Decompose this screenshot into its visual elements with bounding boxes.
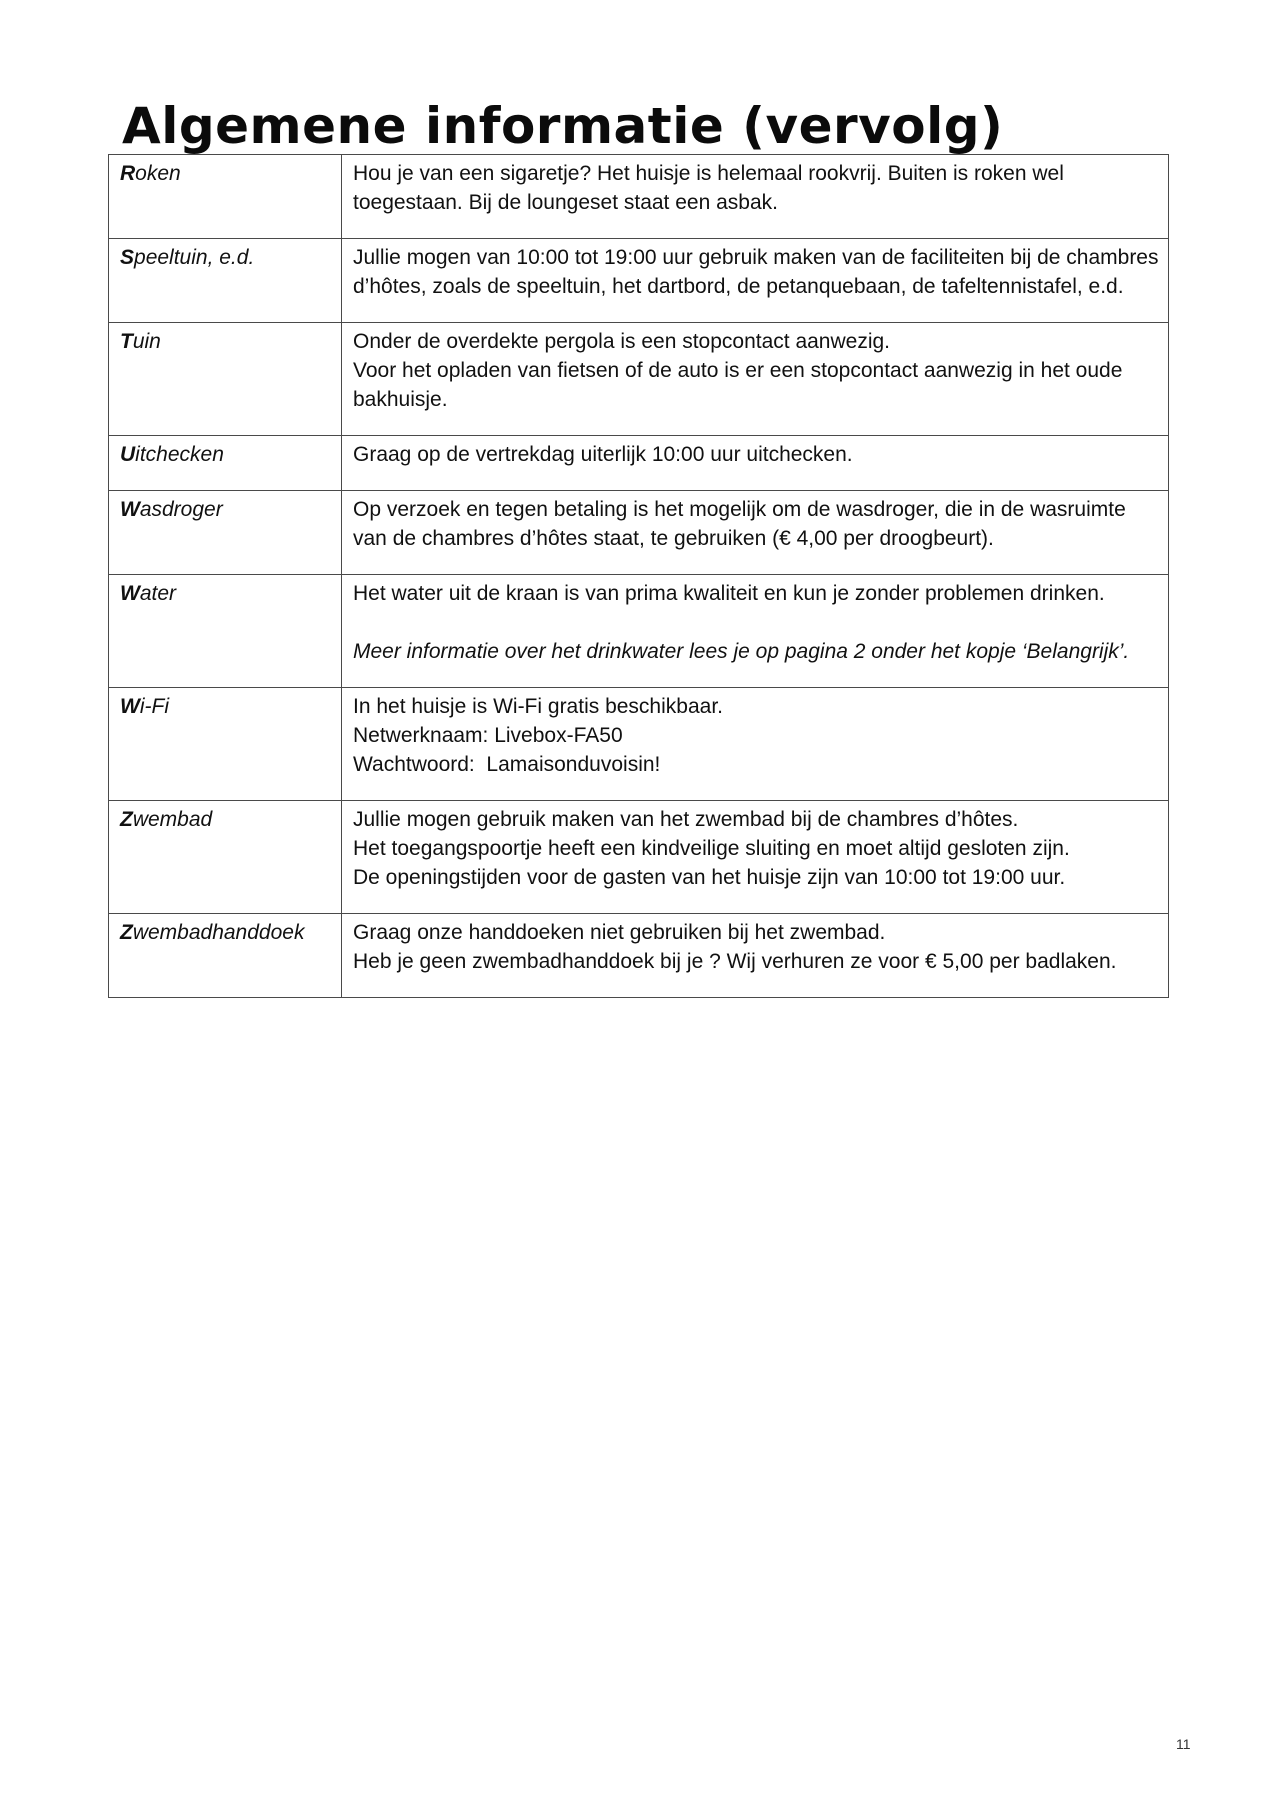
label-initial: W: [120, 582, 140, 605]
label-initial: W: [120, 498, 140, 521]
text-line: Jullie mogen van 10:00 tot 19:00 uur gebruik maken van de faciliteiten bij de chambres d’hôtes, zoals de speeltuin, het dartbord, de petanquebaan, de tafeltennistafel, e.d.: [353, 246, 1159, 298]
table-row: [109, 914, 1169, 998]
page-title: Algemene informatie (vervolg): [122, 97, 1004, 155]
label-rest: itchecken: [135, 443, 224, 466]
label-initial: R: [120, 162, 136, 185]
row-label: [109, 491, 342, 575]
text-line: Voor het opladen van fietsen of de auto is er een stopcontact aanwezig in het oude bakhuisje.: [353, 359, 1123, 411]
label-initial: T: [120, 330, 133, 353]
table-row: [109, 155, 1169, 239]
text-line: In het huisje is Wi-Fi gratis beschikbaar.: [353, 695, 723, 718]
table-row: [109, 436, 1169, 491]
label-rest: peeltuin, e.d.: [134, 246, 255, 269]
label-rest: i-Fi: [139, 695, 169, 718]
row-label: [109, 436, 342, 491]
label-rest: oken: [135, 162, 181, 185]
table-row: [109, 239, 1169, 323]
table-row: [109, 801, 1169, 914]
text-line: Jullie mogen gebruik maken van het zwembad bij de chambres d’hôtes.: [353, 808, 1019, 831]
row-text: [342, 491, 1169, 575]
label-rest: wembadhanddoek: [132, 921, 305, 944]
label-initial: Z: [120, 808, 133, 831]
row-label: [109, 323, 342, 436]
row-label: [109, 575, 342, 688]
label-initial: S: [120, 246, 135, 269]
row-text: [342, 436, 1169, 491]
text-line: Op verzoek en tegen betaling is het mogelijk om de wasdroger, die in de wasruimte van de chambres d’hôtes staat, te gebruiken (€ 4,00 per droogbeurt).: [353, 498, 1126, 550]
text-line: Graag onze handdoeken niet gebruiken bij het zwembad.: [353, 921, 886, 944]
row-text: [342, 239, 1169, 323]
row-text: [342, 914, 1169, 998]
drinking-water-note: Meer informatie over het drinkwater lees je op pagina 2 onder het kopje ‘Belangrijk’.: [353, 640, 1130, 663]
text-line: Hou je van een sigaretje? Het huisje is helemaal rookvrij. Buiten is roken wel toegestaan. Bij de loungeset staat een asbak.: [353, 162, 1064, 214]
row-text: [342, 688, 1169, 801]
table-row: [109, 575, 1169, 688]
text-line: Het water uit de kraan is van prima kwaliteit en kun je zonder problemen drinken.: [353, 582, 1105, 605]
row-label: [109, 239, 342, 323]
label-rest: asdroger: [139, 498, 223, 521]
label-initial: Z: [120, 921, 133, 944]
row-label: [109, 155, 342, 239]
row-label: [109, 914, 342, 998]
table-row: [109, 688, 1169, 801]
text-line: Onder de overdekte pergola is een stopcontact aanwezig.: [353, 330, 891, 353]
label-rest: ater: [139, 582, 177, 605]
row-label: [109, 801, 342, 914]
network-name: Netwerknaam: Livebox-FA50: [353, 724, 623, 747]
paragraph-gap: [353, 608, 1160, 637]
information-table: [108, 154, 1169, 998]
table-row: [109, 323, 1169, 436]
row-label: [109, 688, 342, 801]
wifi-password: Wachtwoord: Lamaisonduvoisin!: [353, 753, 661, 776]
label-initial: U: [120, 443, 136, 466]
row-text: [342, 575, 1169, 688]
text-line: Graag op de vertrekdag uiterlijk 10:00 uur uitchecken.: [353, 443, 853, 466]
text-line: Het toegangspoortje heeft een kindveilige sluiting en moet altijd gesloten zijn.: [353, 837, 1070, 860]
page-number: 11: [1176, 1736, 1191, 1752]
text-line: De openingstijden voor de gasten van het huisje zijn van 10:00 tot 19:00 uur.: [353, 866, 1066, 889]
label-initial: W: [120, 695, 140, 718]
label-rest: wembad: [132, 808, 213, 831]
row-text: [342, 155, 1169, 239]
text-line: Heb je geen zwembadhanddoek bij je ? Wij verhuren ze voor € 5,00 per badlaken.: [353, 950, 1117, 973]
row-text: [342, 323, 1169, 436]
table-row: [109, 491, 1169, 575]
row-text: [342, 801, 1169, 914]
label-rest: uin: [132, 330, 161, 353]
